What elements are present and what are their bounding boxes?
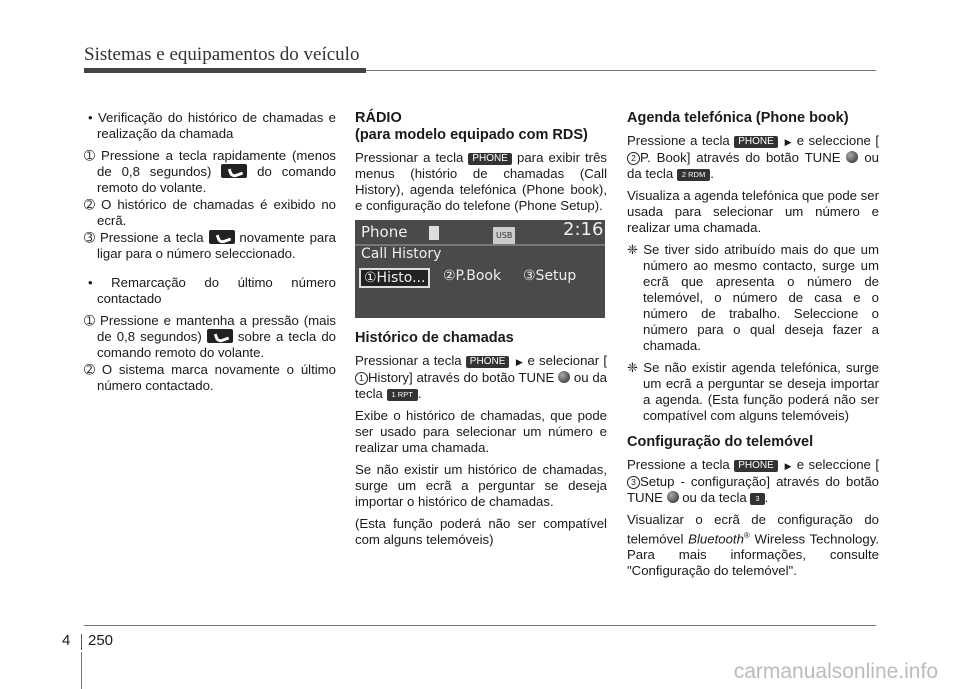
screen-clock: 2:16 <box>563 219 604 240</box>
three-key-badge: 3 <box>750 493 764 505</box>
step-3: ➂ Pressione a tecla novamente para ligar para o número seleccionado. <box>84 230 336 261</box>
screen-option-history: ①Histo... <box>359 268 430 288</box>
heading-radio: RÁDIO (para modelo equipado com RDS) <box>355 110 588 143</box>
phone-screen-display <box>355 220 605 318</box>
heading-phone-config: Configuração do telemóvel <box>627 434 814 450</box>
book-desc: Visualiza a agenda telefónica que pode ser usada para selecionar um número e realizar uma chamada. <box>627 188 879 235</box>
header-bar <box>84 68 366 73</box>
footer-rule <box>84 625 876 626</box>
tune-knob-icon <box>667 491 679 503</box>
history-paragraph: Pressionar a tecla PHONE ▶ e selecionar [1 History] através do botão TUNE ou da tecla 1 RPT . <box>355 353 607 401</box>
screen-label: Call History <box>361 246 442 262</box>
tune-knob-icon <box>846 151 858 163</box>
book-note-2: ❈ Se não existir agenda telefónica, surge um ecrã a perguntar se deseja importar a agenda. (Esta função poderá não ser compatível com alguns telemóveis) <box>627 360 879 423</box>
column-left <box>84 110 336 395</box>
config-paragraph: Pressione a tecla PHONE ▶ e seleccione [3 Setup - configuração] através do botão TUNE ou da tecla 3 . <box>627 457 879 505</box>
chapter-number: 4 <box>62 632 71 649</box>
heading-call-history: Histórico de chamadas <box>355 330 514 346</box>
page-number: 250 <box>88 632 114 649</box>
book-paragraph: Pressione a tecla PHONE ▶ e seleccione [2 P. Book] através do botão TUNE ou da tecla 2 RDM . <box>627 133 879 181</box>
heading-phone-book: Agenda telefónica (Phone book) <box>627 110 849 126</box>
history-desc: Exibe o histórico de chamadas, que pode ser usado para selecionar um número e realizar uma chamada. <box>355 408 607 455</box>
rdm-key-badge: 2 RDM <box>677 169 710 181</box>
column-right <box>627 110 879 585</box>
column-middle <box>355 110 607 554</box>
history-compat: (Esta função poderá não ser compatível com alguns telemóveis) <box>355 516 607 547</box>
phone-key-badge: PHONE <box>734 460 778 472</box>
tune-knob-icon <box>558 371 570 383</box>
history-no-record: Se não existir um histórico de chamadas, surge um ecrã a perguntar se deseja importar o histórico de chamadas. <box>355 462 607 509</box>
note-icon: ❈ <box>627 242 639 257</box>
book-note-1: ❈ Se tiver sido atribuído mais do que um número ao mesmo contacto, surge um ecrã que apresenta o número de telemóvel, o número de casa e o número de trabalho. Seleccione o número para o qual deseja fazer a chamada. <box>627 242 879 353</box>
phone-call-icon <box>221 164 247 178</box>
step-2: ➁ O histórico de chamadas é exibido no ecrã. <box>84 197 336 228</box>
note-icon: ❈ <box>627 360 639 375</box>
number-1-icon: 1 <box>355 372 368 385</box>
radio-paragraph: Pressionar a tecla PHONE para exibir três menus (histório de chamadas (Call History), agenda telefónica (Phone book), e configuração do telefone (Phone Setup). <box>355 150 608 213</box>
number-3-icon: 3 <box>627 476 640 489</box>
screen-title: Phone <box>361 223 408 241</box>
screen-option-phonebook: ②P.Book <box>443 268 502 284</box>
step-1: ➀ Pressione a tecla rapidamente (menos de 0,8 segundos) do comando remoto do volante. <box>84 148 336 195</box>
usb-icon: USB <box>493 227 515 245</box>
arrow-right-icon: ▶ <box>783 461 793 471</box>
phone-call-icon <box>207 329 233 343</box>
phone-key-badge: PHONE <box>466 356 510 368</box>
config-desc: Visualizar o ecrã de configuração do telemóvel Bluetooth® Wireless Technology. Para mais informações, consulte "Configuração do telemóvel". <box>627 512 879 579</box>
bluetooth-icon <box>429 226 439 240</box>
screen-option-setup: ③Setup <box>523 268 577 284</box>
arrow-right-icon: ▶ <box>783 137 793 147</box>
phone-key-badge: PHONE <box>468 153 512 165</box>
number-2-icon: 2 <box>627 152 640 165</box>
redial-step-1: ➀ Pressione e mantenha a pressão (mais de 0,8 segundos) sobre a tecla do comando remoto do volante. <box>84 313 336 360</box>
rpt-key-badge: 1 RPT <box>387 389 418 401</box>
bullet-call-history-check: • Verificação do histórico de chamadas e realização da chamada <box>88 110 336 141</box>
redial-step-2: ➁ O sistema marca novamente o último número contactado. <box>84 362 336 393</box>
arrow-right-icon: ▶ <box>515 357 524 367</box>
header-rule <box>366 70 876 71</box>
page-header-title: Sistemas e equipamentos do veículo <box>84 44 360 65</box>
phone-call-icon <box>209 230 235 244</box>
bullet-redial: • Remarcação do último número contactado <box>88 275 336 306</box>
watermark: carmanualsonline.info <box>733 660 938 683</box>
phone-key-badge: PHONE <box>734 136 778 148</box>
